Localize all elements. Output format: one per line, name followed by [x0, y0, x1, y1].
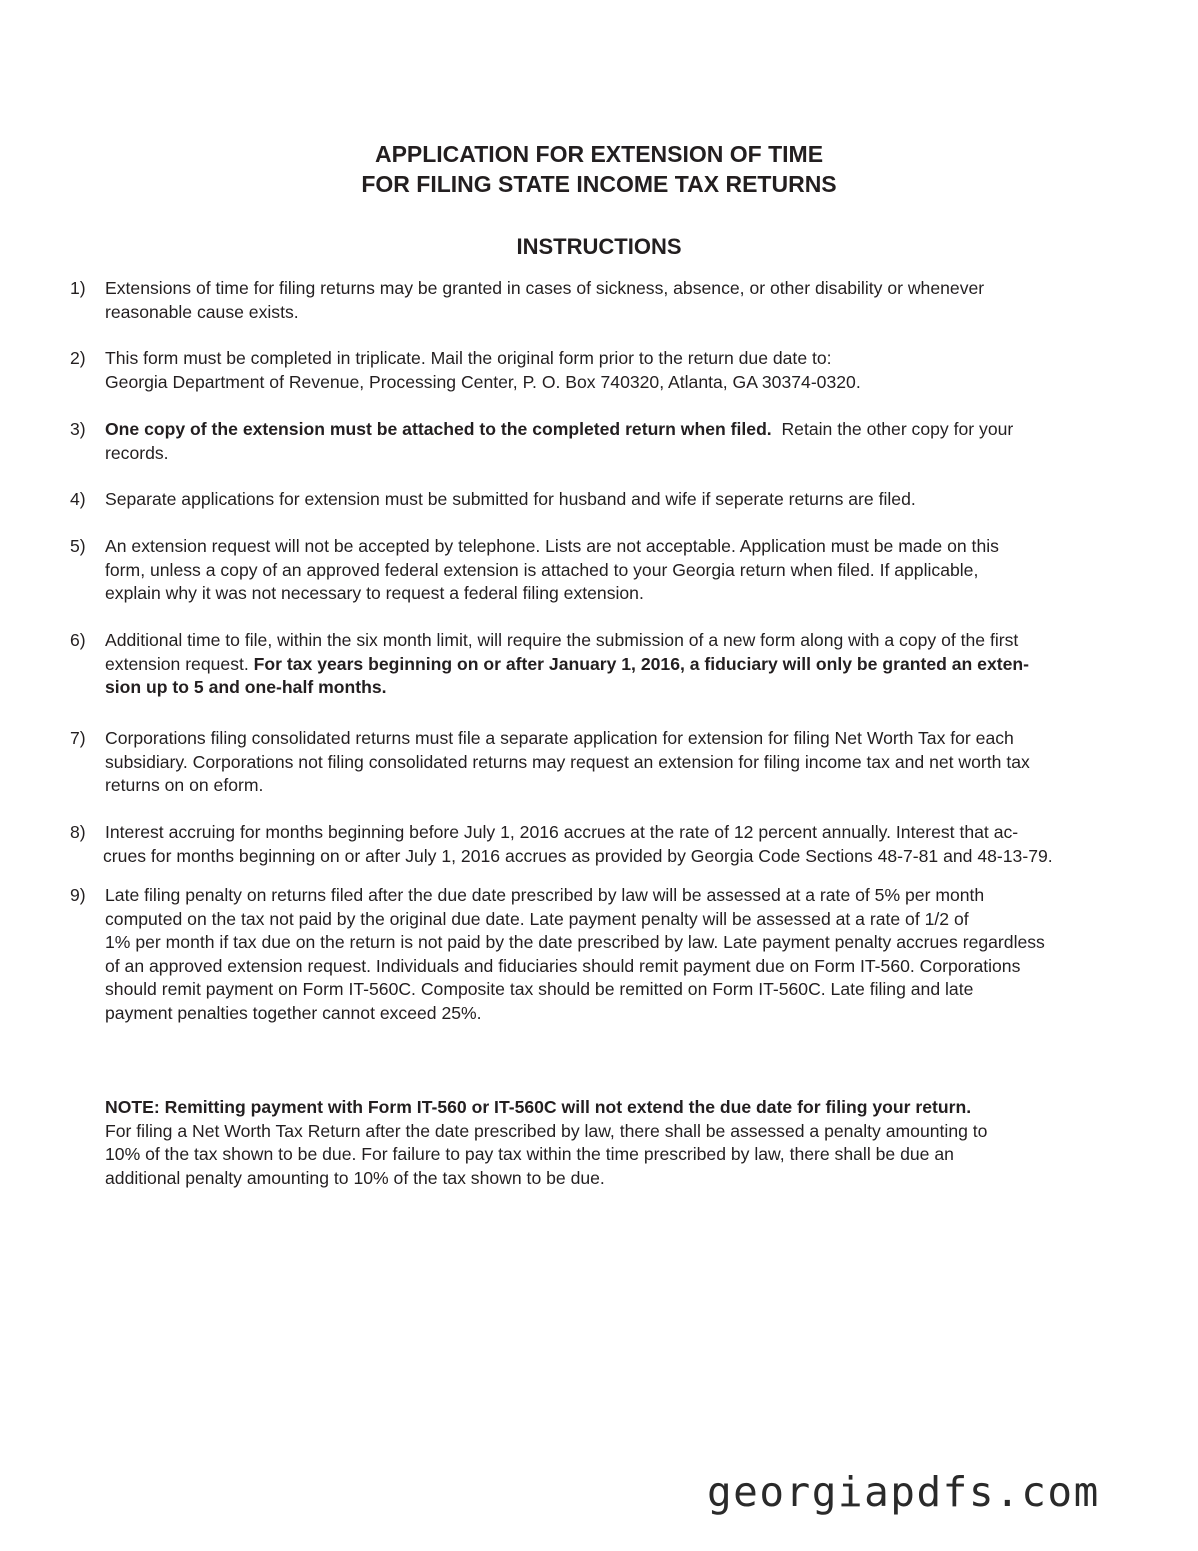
item-text-line: sion up to 5 and one-half months.: [105, 677, 387, 697]
item-text-line: subsidiary. Corporations not filing consolidated returns may request an extension for filing income tax and net worth tax: [105, 751, 1030, 772]
item-text-line: explain why it was not necessary to request a federal filing extension.: [105, 583, 644, 603]
item-text-line: Interest accruing for months beginning before July 1, 2016 accrues at the rate of 12 percent annually. Interest that ac-: [105, 822, 1019, 842]
item-number: 7): [70, 728, 86, 748]
note-text-line: For filing a Net Worth Tax Return after the date prescribed by law, there shall be assessed a penalty amounting to: [105, 1120, 988, 1141]
item-number: 9): [70, 885, 86, 905]
item-text-plain: extension request.: [105, 653, 254, 674]
item-text-line: Extensions of time for filing returns may be granted in cases of sickness, absence, or other disability or whenever: [105, 278, 985, 298]
item-text-line: of an approved extension request. Individuals and fiduciaries should remit payment due on Form IT-560. Corporations: [105, 955, 1021, 976]
bold-emphasis: For tax years beginning on or after January 1, 2016, a fiduciary will only be granted an exten-: [253, 653, 1029, 674]
item-text-line: Corporations filing consolidated returns must file a separate application for extension for filing Net Worth Tax for each: [105, 728, 1014, 748]
item-text-line: crues for months beginning on or after July 1, 2016 accrues as provided by Georgia Code Sections 48-7-81 and 48-13-79.: [103, 845, 1053, 866]
item-text-line: An extension request will not be accepted by telephone. Lists are not acceptable. Application must be made on this: [105, 536, 999, 556]
item-text-line: reasonable cause exists.: [105, 301, 299, 322]
item-text-line: computed on the tax not paid by the original due date. Late payment penalty will be assessed at a rate of 1/2 of: [105, 908, 969, 929]
item-number: 6): [70, 630, 86, 650]
note-text-line: additional penalty amounting to 10% of the tax shown to be due.: [105, 1167, 605, 1188]
item-number: 3): [70, 419, 86, 439]
note-text-line: 10% of the tax shown to be due. For failure to pay tax within the time prescribed by law, there shall be due an: [105, 1144, 954, 1164]
item-text-line: 1% per month if tax due on the return is not paid by the date prescribed by law. Late payment penalty accrues regardless: [105, 932, 1045, 952]
item-number: 4): [70, 489, 86, 509]
note-bold-line: NOTE: Remitting payment with Form IT-560 or IT-560C will not extend the due date for filing your return.: [105, 1097, 972, 1117]
instructions-heading: INSTRUCTIONS: [516, 234, 682, 259]
item-text-line: should remit payment on Form IT-560C. Composite tax should be remitted on Form IT-560C. Late filing and late: [105, 979, 974, 999]
item-number: 8): [70, 822, 86, 842]
item-text-line: Separate applications for extension must be submitted for husband and wife if seperate returns are filed.: [105, 489, 916, 509]
item-text-line: Late filing penalty on returns filed after the due date prescribed by law will be assessed at a rate of 5% per month: [105, 885, 985, 905]
site-watermark: georgiapdfs.com: [707, 1468, 1100, 1516]
item-text-line: returns on on eform.: [105, 775, 264, 795]
form-title-line-1: APPLICATION FOR EXTENSION OF TIME: [374, 141, 824, 167]
item-number: 1): [70, 278, 86, 298]
item-text-line: payment penalties together cannot exceed 25%.: [105, 1002, 482, 1023]
item-text-rest: Retain the other copy for your: [771, 419, 1014, 439]
item-number: 5): [70, 536, 86, 556]
form-title-line-2: FOR FILING STATE INCOME TAX RETURNS: [361, 171, 837, 197]
item-text-line: records.: [105, 442, 169, 463]
item-text-line: [105, 418, 1013, 442]
item-text-line: This form must be completed in triplicate. Mail the original form prior to the return due date to:: [105, 348, 832, 368]
item-text-line: Additional time to file, within the six month limit, will require the submission of a new form along with a copy of the first: [105, 630, 1019, 650]
item-text-line: form, unless a copy of an approved federal extension is attached to your Georgia return when filed. If applicable,: [105, 559, 979, 580]
item-text-line: Georgia Department of Revenue, Processing Center, P. O. Box 740320, Atlanta, GA 30374-0320.: [105, 371, 861, 392]
item-text-line: [105, 653, 1029, 677]
item-number: 2): [70, 348, 86, 368]
bold-emphasis: One copy of the extension must be attached to the completed return when filed.: [105, 419, 772, 439]
